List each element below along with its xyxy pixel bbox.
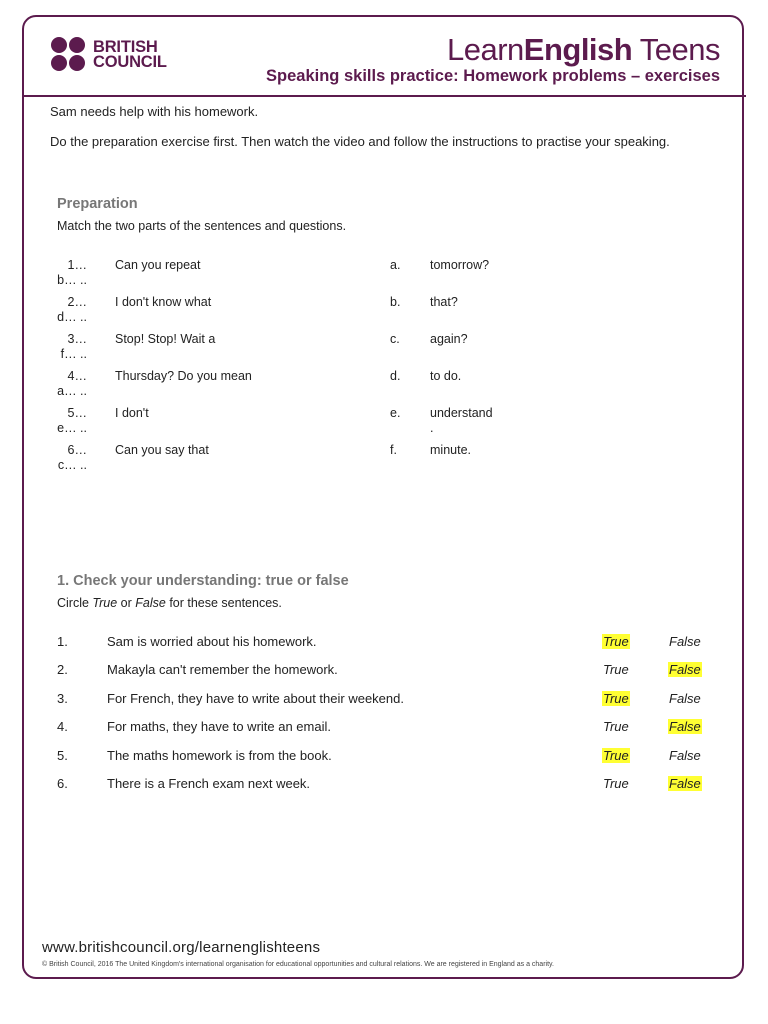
question-number: 3. [57, 690, 68, 706]
matching-row [57, 406, 517, 440]
statement-text: The maths homework is from the book. [107, 747, 332, 763]
false-option[interactable]: False [669, 662, 701, 678]
option-letter: d. [390, 369, 401, 383]
item-number: 6… [67, 443, 87, 457]
question-number: 2. [57, 662, 68, 678]
question-number: 5. [57, 747, 68, 763]
check-heading: 1. Check your understanding: true or false [57, 573, 349, 589]
british-council-logo [51, 37, 167, 73]
true-option[interactable]: True [603, 690, 629, 706]
answer-blank[interactable]: e… .. [57, 421, 87, 435]
sentence-start: Thursday? Do you mean [115, 369, 252, 383]
header-divider [22, 95, 746, 97]
question-number: 4. [57, 719, 68, 735]
statement-text: For maths, they have to write an email. [107, 719, 331, 735]
item-number: 3… [67, 332, 87, 346]
instructions-text: Do the preparation exercise first. Then watch the video and follow the instructions to practise your speaking. [50, 134, 670, 149]
matching-row [57, 369, 517, 403]
true-false-row [57, 776, 717, 796]
page-frame [22, 15, 744, 979]
true-option[interactable]: True [603, 634, 629, 649]
preparation-instruction: Match the two parts of the sentences and questions. [57, 219, 347, 233]
item-number: 1… [67, 258, 87, 272]
true-false-row [57, 719, 717, 739]
matching-row [57, 295, 517, 329]
true-option[interactable]: True [603, 719, 629, 735]
british-council-dots-icon [51, 37, 87, 73]
footer-url[interactable]: www.britishcouncil.org/learnenglishteens [42, 939, 321, 956]
question-number: 1. [57, 634, 68, 649]
british-council-wordmark: BRITISH COUNCIL [93, 38, 167, 71]
true-option[interactable]: True [603, 776, 629, 791]
option-letter: b. [390, 295, 401, 309]
false-option[interactable]: False [669, 634, 701, 649]
item-number: 5… [67, 406, 87, 420]
sentence-ending: again? [430, 332, 468, 346]
statement-text: There is a French exam next week. [107, 776, 311, 791]
statement-text: For French, they have to write about their weekend. [107, 690, 404, 706]
intro-text: Sam needs help with his homework. [50, 104, 259, 119]
matching-row [57, 332, 517, 366]
page-title: Speaking skills practice: Homework problems – exercises [266, 67, 720, 85]
true-false-row [57, 634, 717, 654]
false-option[interactable]: False [669, 747, 701, 763]
answer-blank[interactable]: f… .. [60, 347, 87, 361]
sentence-start: I don't [115, 406, 149, 420]
option-letter: a. [390, 258, 401, 272]
sentence-ending: to do. [430, 369, 462, 383]
true-false-row [57, 662, 717, 682]
true-option[interactable]: True [603, 662, 629, 678]
question-number: 6. [57, 776, 68, 791]
sentence-ending: tomorrow? [430, 258, 490, 272]
false-option[interactable]: False [669, 690, 701, 706]
matching-row [57, 258, 517, 292]
check-instruction: Circle True or False for these sentences. [57, 596, 282, 610]
option-letter: c. [390, 332, 400, 346]
learnenglish-teens-logo: LearnEnglish Teens [446, 32, 720, 67]
item-number: 2… [67, 295, 87, 309]
answer-blank[interactable]: c… .. [57, 458, 87, 472]
option-letter: e. [390, 406, 401, 420]
sentence-ending: minute. [430, 443, 471, 457]
answer-blank[interactable]: d… .. [57, 310, 87, 324]
true-option[interactable]: True [603, 747, 629, 763]
sentence-start: I don't know what [115, 295, 212, 309]
sentence-start: Can you repeat [115, 258, 201, 272]
true-false-row [57, 748, 717, 768]
sentence-start: Can you say that [115, 443, 209, 457]
footer-copyright: © British Council, 2016 The United Kingdom's international organisation for educational opportunities and cultural relations. We are registered in England as a charity. [42, 961, 554, 968]
sentence-ending: understand . [430, 406, 493, 435]
option-letter: f. [390, 443, 397, 457]
answer-blank[interactable]: a… .. [57, 384, 87, 398]
sentence-start: Stop! Stop! Wait a [115, 332, 216, 346]
statement-text: Makayla can't remember the homework. [107, 662, 338, 678]
item-number: 4… [67, 369, 87, 383]
matching-row [57, 443, 517, 477]
false-option[interactable]: False [669, 719, 701, 735]
false-option[interactable]: False [669, 776, 701, 791]
preparation-heading: Preparation [57, 196, 138, 212]
statement-text: Sam is worried about his homework. [107, 634, 317, 649]
sentence-ending: that? [430, 295, 458, 309]
true-false-row [57, 691, 717, 711]
answer-blank[interactable]: b… .. [57, 273, 87, 287]
